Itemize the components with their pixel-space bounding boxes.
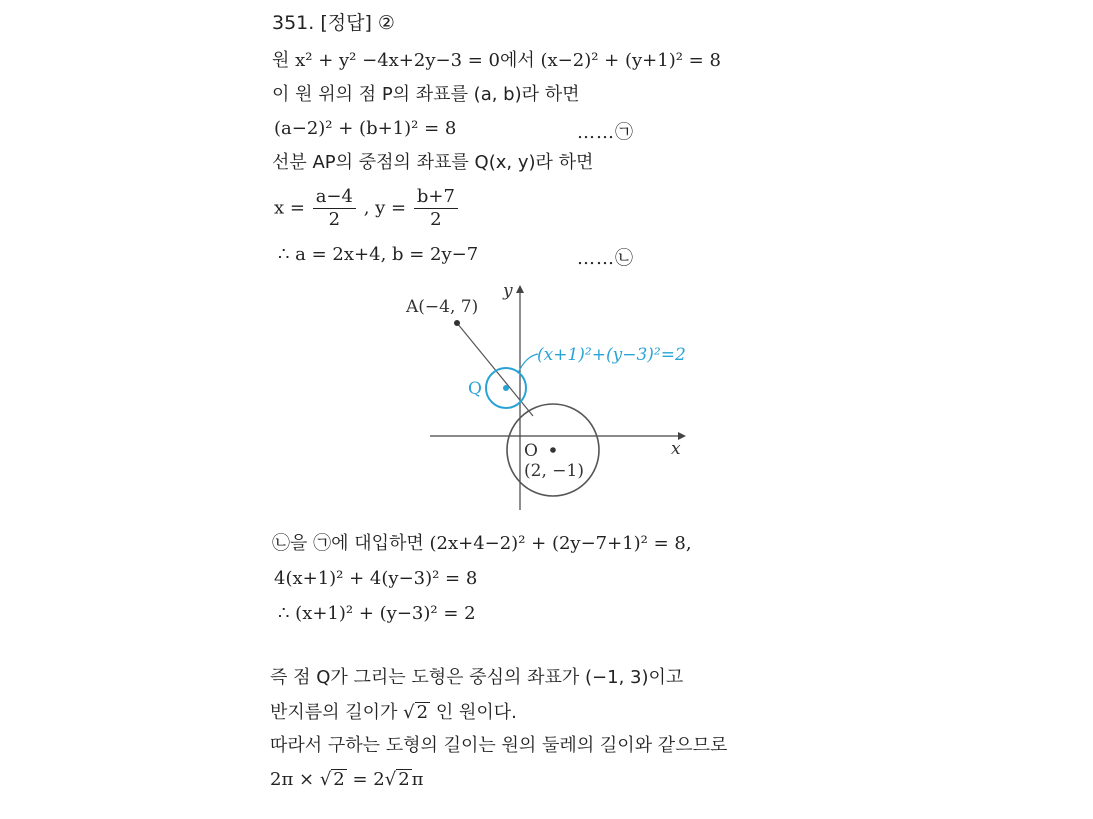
fraction-b xyxy=(414,186,458,231)
text-line-12: 따라서 구하는 도형의 길이는 원의 둘레의 길이와 같으므로 xyxy=(270,735,728,756)
label-origin: O xyxy=(524,441,538,461)
final-answer-line xyxy=(270,769,424,791)
sqrt-sign-1: √ xyxy=(319,769,332,790)
label-center: (2, −1) xyxy=(524,461,584,481)
answer-part-a: 2π × xyxy=(270,769,320,790)
y-axis-arrow xyxy=(516,285,524,293)
answer-part-b: = 2 xyxy=(346,769,385,790)
equation-leader xyxy=(518,354,538,373)
point-a xyxy=(454,320,460,326)
equation-line-9: ∴ (x+1)² + (y−3)² = 2 xyxy=(278,603,476,624)
marker-giyeok: ……㉠ xyxy=(577,122,634,143)
sqrt-sign-2: √ xyxy=(384,769,397,790)
radius-text-b: 인 원이다. xyxy=(430,702,517,723)
text-line-2: 이 원 위의 점 P의 좌표를 (a, b)라 하면 xyxy=(272,84,580,105)
answer-part-c: π xyxy=(411,769,424,790)
marker-nieun: ……㉡ xyxy=(577,248,634,269)
sqrt-radicand-2: 2 xyxy=(398,769,410,790)
label-point-q: Q xyxy=(468,379,482,399)
fraction-b-denominator: 2 xyxy=(430,209,442,230)
fraction-b-numerator: b+7 xyxy=(414,186,458,209)
equation-line-1: 원 x² + y² −4x+2y−3 = 0에서 (x−2)² + (y+1)² = 8 xyxy=(272,50,721,71)
fraction-a-numerator: a−4 xyxy=(313,186,356,209)
sqrt-radicand-1: 2 xyxy=(333,769,345,790)
label-point-a: A(−4, 7) xyxy=(406,297,479,317)
equation-line-3: (a−2)² + (b+1)² = 8 xyxy=(274,118,457,139)
label-circle-equation: (x+1)²+(y−3)²=2 xyxy=(537,345,686,365)
point-q xyxy=(503,385,509,391)
equation-line-6: ∴ a = 2x+4, b = 2y−7 xyxy=(278,244,479,265)
text-line-11 xyxy=(270,702,517,724)
x-equals: x = xyxy=(274,197,305,219)
text-line-4: 선분 AP의 중점의 좌표를 Q(x, y)라 하면 xyxy=(272,152,594,173)
label-x-axis: x xyxy=(671,439,681,459)
fraction-a-denominator: 2 xyxy=(328,209,341,230)
radius-text-a: 반지름의 길이가 xyxy=(270,702,404,723)
fraction-line-5 xyxy=(274,186,460,231)
center-point xyxy=(550,447,556,453)
equation-line-8: 4(x+1)² + 4(y−3)² = 8 xyxy=(274,568,478,589)
sqrt-radicand: 2 xyxy=(416,702,429,723)
coordinate-figure xyxy=(400,278,720,514)
sqrt-sign: √ xyxy=(403,702,415,723)
label-y-axis: y xyxy=(503,281,513,301)
problem-header: 351. [정답] ② xyxy=(272,12,395,34)
fraction-a xyxy=(313,186,356,231)
equation-line-7: ㉡을 ㉠에 대입하면 (2x+4−2)² + (2y−7+1)² = 8, xyxy=(272,533,692,554)
y-equals: , y = xyxy=(363,197,407,219)
text-line-10: 즉 점 Q가 그리는 도형은 중심의 좌표가 (−1, 3)이고 xyxy=(270,667,684,688)
